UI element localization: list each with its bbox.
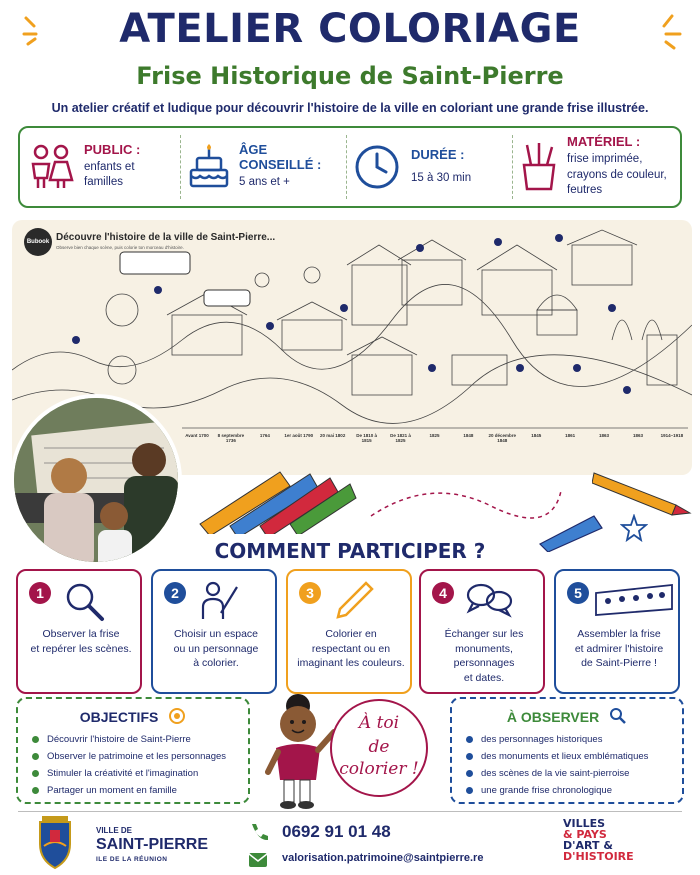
info-duree — [346, 135, 512, 199]
observer-title — [452, 707, 682, 725]
mail-icon — [248, 852, 268, 868]
frise-date: 1845 — [531, 433, 542, 438]
step-text-line: Échanger sur les — [444, 628, 524, 640]
phone-number[interactable]: 0692 91 01 48 — [282, 822, 391, 841]
step-text-line: et admirer l'histoire — [574, 642, 664, 655]
step-text — [560, 627, 678, 671]
public-value-line: familles — [84, 176, 123, 189]
step-number: 3 — [299, 582, 321, 604]
magnifier-icon — [609, 707, 627, 725]
duree-value: 15 à 30 min — [411, 171, 472, 184]
observer-list — [466, 731, 648, 799]
page-title: ATELIER COLORIAGE — [119, 6, 581, 52]
bullet-icon — [32, 736, 39, 743]
objectifs-list — [32, 731, 226, 799]
frise-timeline — [182, 433, 687, 443]
step-text-line: à colorier. — [193, 657, 239, 670]
list-item — [32, 765, 226, 782]
page-subtitle: Frise Historique de Saint-Pierre — [136, 62, 564, 90]
objectifs-title — [18, 707, 248, 725]
list-item-text: des monuments et lieux emblématiques — [481, 751, 649, 762]
footer-divider — [18, 811, 682, 812]
observer-title-text: À OBSERVER — [506, 709, 600, 725]
frise-date: 1861 — [565, 433, 576, 438]
target-icon — [168, 707, 186, 725]
frise-date: 1863 — [632, 433, 643, 438]
frise-date: 1er août 1790 — [284, 433, 314, 438]
step-text-line: ou un personnage — [173, 642, 259, 655]
logo-line: D'ART & — [563, 839, 613, 852]
step-card-3 — [286, 569, 412, 694]
bullet-icon — [466, 753, 473, 760]
list-item-text: une grande frise chronologique — [481, 785, 612, 796]
bullet-icon — [466, 787, 473, 794]
materiel-value-line: frise imprimée, — [567, 153, 643, 166]
list-item — [32, 748, 226, 765]
list-item-text: des scènes de la vie saint-pierroise — [481, 768, 630, 779]
step-number: 1 — [29, 582, 51, 604]
villes-pays-art-histoire-logo — [563, 817, 634, 863]
pencil-cup-icon — [519, 141, 559, 193]
logo-line: D'HISTOIRE — [563, 850, 634, 863]
step-card-5 — [554, 569, 680, 694]
person-pencil-icon — [197, 579, 241, 623]
step-text — [292, 627, 410, 671]
public-value-line: enfants et — [84, 160, 135, 173]
step-text-line: respectant ou en — [311, 642, 391, 655]
materiel-value-line: feutres — [567, 184, 603, 197]
frise-badge: Bubook — [24, 228, 52, 256]
city-name: SAINT-PIERRE — [96, 836, 209, 853]
logo-line: VILLES — [563, 817, 606, 830]
age-label-line: CONSEILLÉ : — [239, 157, 322, 173]
star-icon — [620, 514, 648, 542]
frise-date: 1764 — [259, 433, 270, 438]
step-text-line: Colorier en — [325, 628, 377, 640]
frise-date: 1848 — [463, 433, 474, 438]
list-item — [466, 782, 648, 799]
dashed-arrow — [366, 476, 566, 526]
bullet-icon — [32, 770, 39, 777]
list-item — [32, 782, 226, 799]
step-number: 2 — [164, 582, 186, 604]
materiel-label: MATÉRIEL : — [567, 134, 641, 150]
logo-line: & PAYS — [563, 828, 607, 841]
colored-pencils-icon — [190, 454, 360, 534]
phone-icon — [248, 822, 268, 842]
intro-text: Un atelier créatif et ludique pour découvrir l'histoire de la ville en coloriant une grande frise illustrée. — [51, 101, 649, 115]
frise-date: De 1810 à 1815 — [356, 433, 377, 443]
list-item-text: Observer le patrimoine et les personnages — [47, 751, 227, 762]
step-card-4 — [419, 569, 545, 694]
step-card-1 — [16, 569, 142, 694]
info-materiel — [512, 135, 680, 199]
city-label: VILLE DE — [96, 826, 133, 835]
step-text — [22, 627, 140, 656]
list-item — [32, 731, 226, 748]
participate-title: COMMENT PARTICIPER ? — [214, 539, 486, 563]
city-crest-logo — [30, 816, 80, 872]
bubble-text-line: À toi — [358, 713, 400, 733]
list-item-text: Découvrir l'histoire de Saint-Pierre — [47, 734, 191, 745]
step-text-line: Choisir un espace — [173, 628, 259, 640]
frieze-strip-icon — [594, 579, 674, 619]
objectifs-title-text: OBJECTIFS — [79, 709, 159, 725]
bubble-text-line: de — [368, 737, 390, 757]
step-text-line: et repérer les scènes. — [30, 642, 132, 655]
pencil-icon — [332, 579, 376, 623]
step-text-line: Observer la frise — [42, 628, 120, 640]
info-public — [20, 135, 180, 199]
age-label-line: ÂGE — [239, 142, 268, 158]
speech-bubble — [330, 699, 428, 797]
list-item-text: des personnages historiques — [481, 734, 603, 745]
duree-label: DURÉE : — [411, 146, 465, 162]
cake-icon — [187, 142, 231, 192]
bullet-icon — [32, 787, 39, 794]
info-bar — [18, 126, 682, 208]
step-number: 4 — [432, 582, 454, 604]
step-text-line: Assembler la frise — [577, 628, 661, 640]
step-text — [157, 627, 275, 671]
list-item — [466, 748, 648, 765]
bubble-text-line: colorier ! — [339, 759, 419, 779]
frise-date: 1863 — [599, 433, 610, 438]
frise-date: De 1821 à 1825 — [390, 433, 411, 443]
public-label: PUBLIC : — [84, 142, 141, 158]
frise-subheading: Observe bien chaque scène, puis colorie ton morceau d'histoire. — [56, 245, 184, 250]
city-subtitle: ILE DE LA RÉUNION — [96, 856, 168, 863]
step-text-line: monuments, personnages — [453, 642, 515, 670]
frise-date: 1825 — [429, 433, 440, 438]
children-icon — [26, 142, 76, 192]
step-text-line: et dates. — [463, 672, 505, 685]
bullet-icon — [466, 770, 473, 777]
clock-icon — [353, 143, 401, 191]
bullet-icon — [466, 736, 473, 743]
list-item-text: Partager un moment en famille — [47, 785, 177, 796]
frise-date: 8 septembre 1736 — [217, 433, 245, 443]
orange-pencil-icon — [592, 467, 692, 517]
materiel-value-line: crayons de couleur, — [567, 168, 667, 181]
age-value: 5 ans et + — [239, 176, 290, 189]
list-item-text: Stimuler la créativité et l'imagination — [47, 768, 199, 779]
info-age — [180, 135, 346, 199]
list-item — [466, 731, 648, 748]
email-link[interactable]: valorisation.patrimoine@saintpierre.re — [282, 852, 484, 864]
frise-date: 1914–1918 — [660, 433, 684, 438]
frise-date: 20 décembre 1848 — [488, 433, 517, 443]
magnifier-icon — [62, 579, 106, 623]
frise-date: Avant 1700 — [185, 433, 209, 438]
step-text-line: de Saint-Pierre ! — [581, 657, 657, 670]
speech-bubbles-icon — [465, 579, 513, 623]
step-card-2 — [151, 569, 277, 694]
step-text-line: imaginant les couleurs. — [297, 657, 405, 670]
observer-box — [450, 697, 684, 804]
step-text — [425, 627, 543, 686]
step-number: 5 — [567, 582, 589, 604]
list-item — [466, 765, 648, 782]
objectifs-box — [16, 697, 250, 804]
frise-date: 20 mai 1802 — [320, 433, 346, 438]
bullet-icon — [32, 753, 39, 760]
frise-heading: Découvre l'histoire de la ville de Saint-Pierre... — [56, 232, 276, 243]
